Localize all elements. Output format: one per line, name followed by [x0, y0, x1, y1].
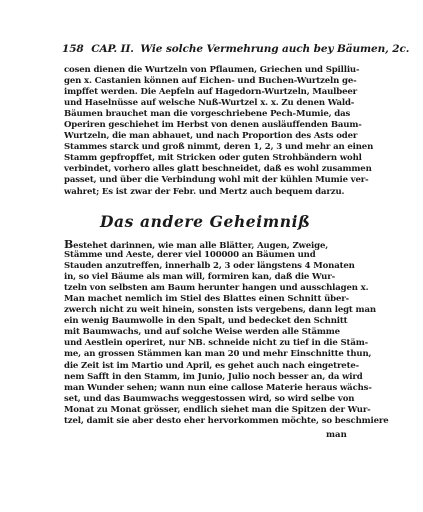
catchword: man [326, 430, 347, 440]
text-line: und Aestlein operiret, nur NB. schneide nicht zu tief in die Stäm- [64, 338, 368, 349]
text-line: me, an grossen Stämmen kan man 20 und mehr Einschnitte thun, [64, 349, 372, 360]
text-line: zwerch nicht zu weit hinein, sonsten ists vergebens, dann legt man [64, 305, 376, 316]
text-line: Wurtzeln, die man abhauet, und nach Proportion des Asts oder [64, 131, 358, 142]
text-line: ein wenig Baumwolle in den Spalt, und bedecket den Schnitt [64, 316, 348, 327]
text-line: Man machet nemlich im Stiel des Blattes einen Schnitt über- [64, 294, 350, 305]
text-line: und Haselnüsse auf welsche Nuß-Wurtzel x. x. Zu denen Wald- [64, 98, 355, 109]
text-line: tzel, damit sie aber desto eher hervorkommen möchte, so beschmiere [64, 415, 389, 426]
page-number: 158 [62, 43, 84, 55]
text-line: Stämme und Aeste, derer viel 100000 an Bäumen und [64, 250, 316, 261]
text-line: wahret; Es ist zwar der Febr. und Mertz auch bequem darzu. [64, 186, 345, 197]
text-line: cosen dienen die Wurtzeln von Pflaumen, Griechen und Spilliu- [64, 65, 360, 75]
drop-cap: B [64, 238, 74, 251]
text-line: Stamm gepfropffet, mit Stricken oder guten Strohbändern wohl [64, 153, 362, 164]
section-heading: Das andere Geheimniß [100, 212, 311, 231]
running-title: Wie solche Vermehrung auch bey Bäumen, 2c. [140, 43, 410, 55]
text-line: verbindet, vorhero alles glatt beschneidet, daß es wohl zusammen [64, 164, 372, 175]
text-line: tzeln von selbsten am Baum herunter hangen und ausschlagen x. [64, 283, 369, 294]
text-line: gen x. Castanien können auf Eichen- und Buchen-Wurtzeln ge- [64, 76, 357, 87]
text-line: Stammes starck und groß nimmt, deren 1, 2, 3 und mehr an einen [64, 142, 374, 153]
text-line [64, 239, 347, 250]
paragraph-two [64, 238, 389, 427]
text-line: man Wunder sehen; wann nun eine callose Materie heraus wächs- [64, 382, 372, 393]
text-line: Bäumen brauchet man die vorgeschriebene Pech-Mumie, das [64, 109, 351, 120]
text-line: impffet werden. Die Aepfeln auf Hagedorn-Wurtzeln, Maulbeer [64, 87, 358, 98]
text-line: Stauden anzutreffen, innerhalb 2, 3 oder längstens 4 Monaten [64, 261, 355, 272]
text-line: nem Safft in den Stamm, im Junio, Julio noch besser an, da wird [64, 371, 363, 382]
text-line: passet, und über die Verbindung wohl mit der kühlen Mumie ver- [64, 175, 369, 186]
text-line: Operiren geschiehet im Herbst von denen ausläuffenden Baum- [64, 120, 362, 131]
text-line: set, und das Baumwachs weggestossen wird, so wird selbe von [64, 393, 355, 404]
text-line-rest: estehet darinnen, wie man alle Blätter, Augen, Zweige, [73, 241, 329, 251]
text-line: Monat zu Monat grösser, endlich siehet man die Spitzen der Wur- [64, 404, 371, 415]
text-line: die Zeit ist im Martio und April, es gehet auch nach eingetrete- [64, 360, 360, 371]
text-line: mit Baumwachs, und auf solche Weise werden alle Stämme [64, 327, 340, 338]
chapter-label: CAP. II. [91, 43, 134, 55]
text-line: in, so viel Bäume als man will, formiren kan, daß die Wur- [64, 272, 335, 283]
paragraph-one [64, 65, 374, 198]
running-header [62, 43, 410, 55]
